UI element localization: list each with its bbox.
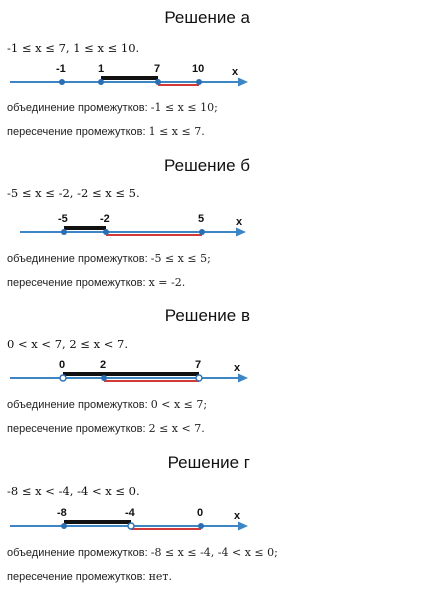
condition-text: -1 ≤ x ≤ 7, 1 ≤ x ≤ 10. xyxy=(7,41,140,55)
point-marker xyxy=(198,523,204,529)
condition-text: -8 ≤ x < -4, -4 < x ≤ 0. xyxy=(7,484,140,498)
open-point-marker xyxy=(196,375,202,381)
union-result xyxy=(7,398,207,411)
axis-variable-label: x xyxy=(234,510,241,522)
union-result xyxy=(7,101,218,114)
point-marker xyxy=(155,79,161,85)
point-label: -2 xyxy=(100,213,110,225)
point-label: 7 xyxy=(154,63,161,75)
axis-arrow-icon xyxy=(238,522,248,531)
number-line xyxy=(0,506,423,542)
point-label: -4 xyxy=(125,507,135,519)
number-line xyxy=(0,62,423,98)
section-title: Решение в xyxy=(164,306,250,325)
intersection-math: нет. xyxy=(148,570,173,583)
point-label: -1 xyxy=(56,63,66,75)
condition-text: 0 < x < 7, 2 ≤ x < 7. xyxy=(7,337,128,351)
intersection-result xyxy=(7,125,205,138)
intersection-math: 1 ≤ x ≤ 7. xyxy=(148,125,205,138)
section-title: Решение б xyxy=(164,156,250,175)
point-marker xyxy=(103,229,109,235)
open-point-marker xyxy=(128,523,134,529)
intersection-result xyxy=(7,422,205,435)
union-math: -8 ≤ x ≤ -4, -4 < x ≤ 0; xyxy=(150,546,278,559)
axis-arrow-icon xyxy=(238,78,248,87)
union-result xyxy=(7,546,278,559)
point-marker xyxy=(98,79,104,85)
point-marker xyxy=(61,229,67,235)
axis-variable-label: x xyxy=(236,216,243,228)
point-marker xyxy=(199,229,205,235)
point-label: -8 xyxy=(57,507,67,519)
point-label: 7 xyxy=(195,359,202,371)
union-label: объединение промежутков: xyxy=(7,253,148,265)
point-label: 1 xyxy=(98,63,105,75)
number-line xyxy=(0,358,423,394)
union-label: объединение промежутков: xyxy=(7,102,148,114)
axis-variable-label: x xyxy=(232,66,239,78)
point-marker xyxy=(196,79,202,85)
point-label: 2 xyxy=(100,359,107,371)
open-point-marker xyxy=(60,375,66,381)
intersection-label: пересечение промежутков: xyxy=(7,571,146,583)
section-title: Решение г xyxy=(167,453,250,472)
intersection-math: 2 ≤ x < 7. xyxy=(148,422,205,435)
intersection-result xyxy=(7,276,185,289)
axis-arrow-icon xyxy=(236,228,246,237)
axis-variable-label: x xyxy=(234,362,241,374)
point-label: 5 xyxy=(198,213,205,225)
point-label: 0 xyxy=(197,507,204,519)
intersection-label: пересечение промежутков: xyxy=(7,423,146,435)
intersection-result xyxy=(7,570,172,583)
condition-text: -5 ≤ x ≤ -2, -2 ≤ x ≤ 5. xyxy=(7,186,140,200)
union-label: объединение промежутков: xyxy=(7,399,148,411)
union-result xyxy=(7,252,211,265)
section-title: Решение а xyxy=(164,8,250,27)
axis-arrow-icon xyxy=(238,374,248,383)
intersection-label: пересечение промежутков: xyxy=(7,126,146,138)
point-label: 0 xyxy=(59,359,66,371)
union-label: объединение промежутков: xyxy=(7,547,148,559)
point-marker xyxy=(101,375,107,381)
union-math: 0 < x ≤ 7; xyxy=(150,398,208,411)
point-label: -5 xyxy=(58,213,68,225)
point-label: 10 xyxy=(192,63,205,75)
intersection-math: x = -2. xyxy=(148,276,186,289)
point-marker xyxy=(61,523,67,529)
point-marker xyxy=(59,79,65,85)
intersection-label: пересечение промежутков: xyxy=(7,277,146,289)
number-line xyxy=(0,212,423,248)
union-math: -5 ≤ x ≤ 5; xyxy=(150,252,211,265)
union-math: -1 ≤ x ≤ 10; xyxy=(150,101,218,114)
